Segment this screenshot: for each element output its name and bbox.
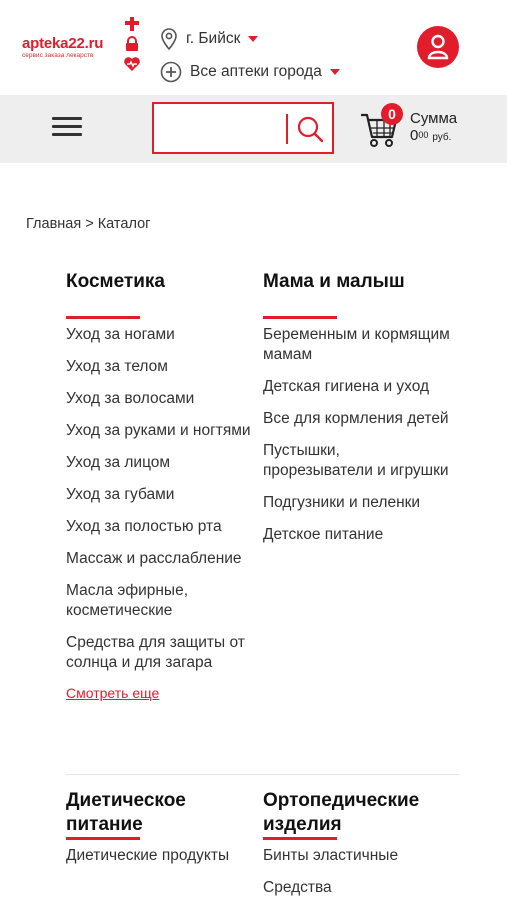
catalog-ortho xyxy=(263,789,453,898)
city-name: г. Бийск xyxy=(186,30,241,47)
lock-icon xyxy=(125,36,139,52)
search-separator xyxy=(286,114,288,144)
catalog-diet xyxy=(66,789,256,866)
cart-sum[interactable] xyxy=(410,110,500,147)
catalog-cosmetics xyxy=(66,270,256,701)
cart-sum-currency: руб. xyxy=(432,132,452,143)
menu-icon-line xyxy=(52,125,82,128)
search-input[interactable] xyxy=(154,104,286,152)
cart-sum-amount xyxy=(410,127,500,147)
menu-icon-line xyxy=(52,133,82,136)
section-divider xyxy=(66,774,460,775)
logo-text: apteka22.ru xyxy=(22,35,104,52)
category-title[interactable]: Диетическое питание xyxy=(66,790,186,835)
user-icon xyxy=(427,34,449,60)
category-list xyxy=(66,325,256,673)
pharmacy-plus-icon xyxy=(160,61,182,83)
category-list xyxy=(263,325,453,545)
pharmacy-selector[interactable] xyxy=(160,61,340,83)
list-item[interactable]: Диетические продукты xyxy=(66,847,230,864)
list-item[interactable]: Уход за ногами xyxy=(66,326,175,343)
hamburger-menu-button[interactable] xyxy=(52,117,82,141)
title-underline xyxy=(66,316,140,319)
logo-icons xyxy=(122,16,142,82)
list-item[interactable]: Детская гигиена и уход xyxy=(263,378,430,395)
location-pin-icon xyxy=(160,28,178,50)
see-more-link[interactable]: Смотреть еще xyxy=(66,685,160,701)
logo-tagline: сервис заказа лекарств xyxy=(22,52,94,59)
list-item[interactable]: Уход за телом xyxy=(66,358,168,375)
search-box xyxy=(152,102,334,154)
list-item[interactable]: Средства для защиты от солнца и для загара xyxy=(66,634,245,671)
category-list xyxy=(66,846,256,866)
breadcrumb[interactable]: Главная > Каталог xyxy=(26,216,151,232)
toolbar xyxy=(0,95,507,163)
list-item[interactable]: Масла эфирные, косметические xyxy=(66,582,188,619)
city-selector[interactable] xyxy=(160,28,258,50)
search-button[interactable] xyxy=(292,112,328,146)
category-title[interactable]: Ортопедические изделия xyxy=(263,790,420,835)
list-item[interactable]: Уход за лицом xyxy=(66,454,171,471)
list-item[interactable]: Уход за волосами xyxy=(66,390,195,407)
category-title[interactable]: Мама и малыш xyxy=(263,271,405,292)
category-list xyxy=(263,846,453,898)
user-account-button[interactable] xyxy=(417,26,459,68)
cart-sum-label: Сумма xyxy=(410,110,458,127)
cart-sum-dec: 00 xyxy=(418,130,429,140)
title-underline xyxy=(66,837,140,840)
list-item[interactable]: Массаж и расслабление xyxy=(66,550,242,567)
catalog-mother-baby xyxy=(263,270,453,545)
menu-icon xyxy=(52,117,82,120)
pharmacy-name: Все аптеки города xyxy=(190,63,322,80)
list-item[interactable]: Уход за руками и ногтями xyxy=(66,422,251,439)
chevron-down-icon xyxy=(248,36,258,42)
list-item[interactable]: Бинты эластичные xyxy=(263,847,399,864)
list-item[interactable]: Уход за полостью рта xyxy=(66,518,222,535)
list-item[interactable]: Пустышки, прорезыватели и игрушки xyxy=(263,442,449,479)
list-item[interactable]: Подгузники и пеленки xyxy=(263,494,421,511)
list-item[interactable]: Беременным и кормящим мамам xyxy=(263,326,450,363)
title-underline xyxy=(263,316,337,319)
list-item[interactable]: Детское питание xyxy=(263,526,384,543)
heart-pulse-icon xyxy=(123,56,141,72)
category-title[interactable]: Косметика xyxy=(66,271,165,292)
cart-sum-int: 0 xyxy=(410,127,419,144)
chevron-down-icon xyxy=(330,69,340,75)
medical-cross-icon xyxy=(124,16,140,32)
list-item[interactable]: Средства xyxy=(263,879,332,896)
list-item[interactable]: Уход за губами xyxy=(66,486,175,503)
cart-button[interactable] xyxy=(360,107,400,149)
header xyxy=(0,0,507,95)
title-underline xyxy=(263,837,337,840)
cart-count-badge: 0 xyxy=(381,103,403,125)
search-icon xyxy=(296,115,324,143)
list-item[interactable]: Все для кормления детей xyxy=(263,410,449,427)
site-logo[interactable] xyxy=(22,36,122,60)
